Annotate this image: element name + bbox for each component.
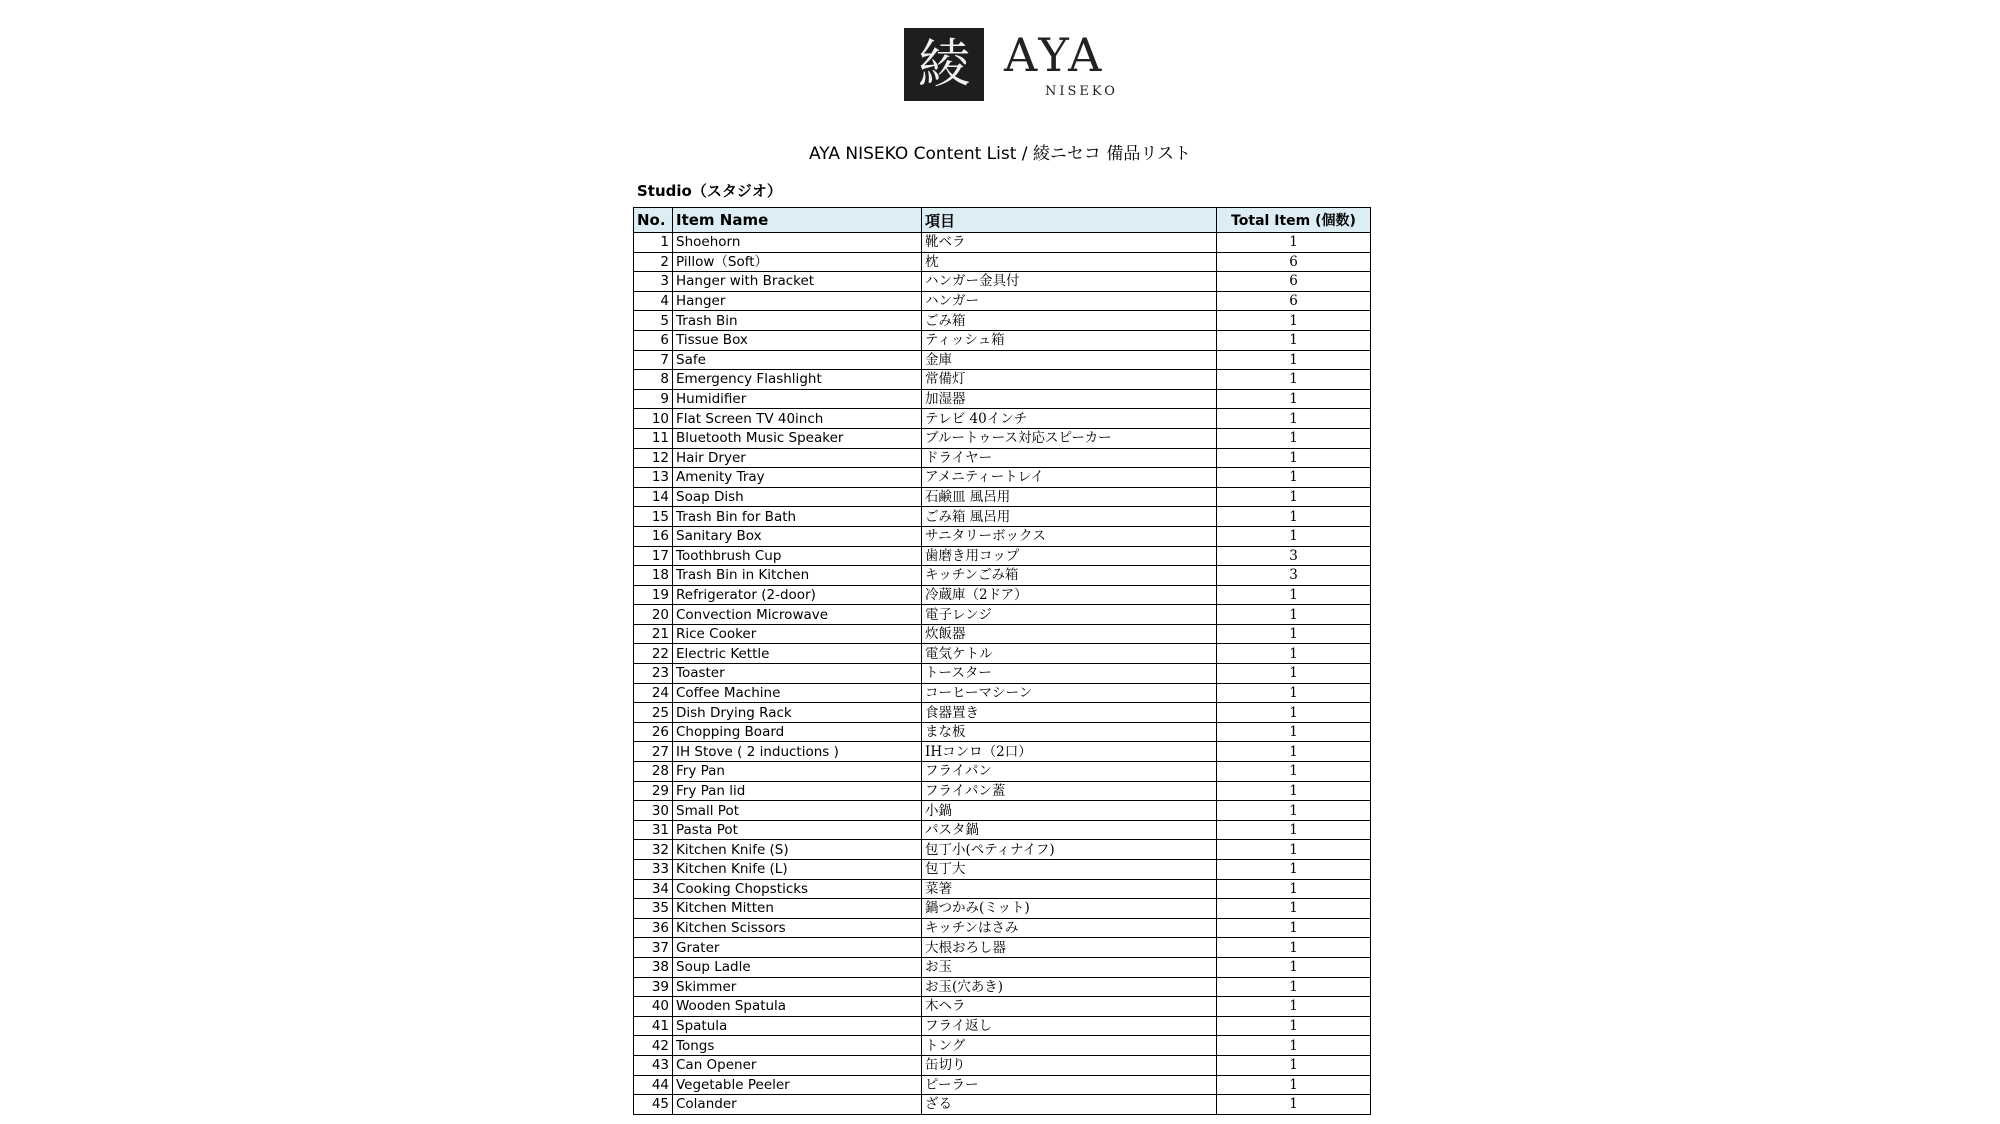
item-name: Safe xyxy=(673,350,922,370)
item-name: Skimmer xyxy=(673,977,922,997)
row-number: 7 xyxy=(634,350,673,370)
row-number: 44 xyxy=(634,1075,673,1095)
item-name-jp: ティッシュ箱 xyxy=(922,330,1217,350)
item-quantity: 3 xyxy=(1217,566,1371,586)
item-quantity: 1 xyxy=(1217,703,1371,723)
item-name: Electric Kettle xyxy=(673,644,922,664)
item-name-jp: トング xyxy=(922,1036,1217,1056)
item-name-jp: まな板 xyxy=(922,722,1217,742)
row-number: 41 xyxy=(634,1016,673,1036)
section-title: Studio（スタジオ） xyxy=(637,182,782,200)
item-quantity: 1 xyxy=(1217,487,1371,507)
logo-subtitle: NISEKO xyxy=(1045,84,1118,99)
item-name: Soup Ladle xyxy=(673,957,922,977)
item-quantity: 1 xyxy=(1217,879,1371,899)
item-name: Trash Bin in Kitchen xyxy=(673,566,922,586)
item-name: Spatula xyxy=(673,1016,922,1036)
item-name-jp: 包丁大 xyxy=(922,860,1217,880)
row-number: 23 xyxy=(634,664,673,684)
row-number: 35 xyxy=(634,899,673,919)
table-row xyxy=(634,526,1371,546)
item-name: Dish Drying Rack xyxy=(673,703,922,723)
table-row xyxy=(634,899,1371,919)
row-number: 4 xyxy=(634,291,673,311)
item-quantity: 1 xyxy=(1217,781,1371,801)
item-quantity: 1 xyxy=(1217,683,1371,703)
row-number: 25 xyxy=(634,703,673,723)
item-name: Pasta Pot xyxy=(673,820,922,840)
table-header-row xyxy=(634,208,1371,233)
table-row xyxy=(634,566,1371,586)
row-number: 31 xyxy=(634,820,673,840)
item-quantity: 1 xyxy=(1217,1016,1371,1036)
row-number: 22 xyxy=(634,644,673,664)
item-name: Hanger with Bracket xyxy=(673,272,922,292)
table-row xyxy=(634,1016,1371,1036)
item-name-jp: 歯磨き用コップ xyxy=(922,546,1217,566)
table-row xyxy=(634,938,1371,958)
item-name: Kitchen Knife (L) xyxy=(673,860,922,880)
item-name: Toothbrush Cup xyxy=(673,546,922,566)
logo-kanji-mark xyxy=(904,28,984,101)
item-name: Rice Cooker xyxy=(673,624,922,644)
row-number: 1 xyxy=(634,233,673,253)
item-name-jp: 鍋つかみ(ミット) xyxy=(922,899,1217,919)
item-name-jp: 炊飯器 xyxy=(922,624,1217,644)
item-name-jp: トースター xyxy=(922,664,1217,684)
item-name: Kitchen Scissors xyxy=(673,918,922,938)
item-quantity: 1 xyxy=(1217,664,1371,684)
item-quantity: 1 xyxy=(1217,448,1371,468)
item-quantity: 1 xyxy=(1217,468,1371,488)
row-number: 26 xyxy=(634,722,673,742)
item-quantity: 1 xyxy=(1217,820,1371,840)
item-name-jp: ごみ箱 xyxy=(922,311,1217,331)
item-name-jp: 食器置き xyxy=(922,703,1217,723)
item-quantity: 1 xyxy=(1217,762,1371,782)
row-number: 33 xyxy=(634,860,673,880)
table-row xyxy=(634,918,1371,938)
table-row xyxy=(634,409,1371,429)
table-row xyxy=(634,1036,1371,1056)
item-name: Kitchen Mitten xyxy=(673,899,922,919)
item-name: Small Pot xyxy=(673,801,922,821)
table-row xyxy=(634,605,1371,625)
item-name-jp: IHコンロ（2口） xyxy=(922,742,1217,762)
row-number: 42 xyxy=(634,1036,673,1056)
row-number: 45 xyxy=(634,1095,673,1115)
item-name-jp: 靴ベラ xyxy=(922,233,1217,253)
table-row xyxy=(634,820,1371,840)
item-name-jp: 冷蔵庫（2ドア） xyxy=(922,585,1217,605)
row-number: 12 xyxy=(634,448,673,468)
item-name: Flat Screen TV 40inch xyxy=(673,409,922,429)
item-name-jp: フライパン xyxy=(922,762,1217,782)
header-total-item: Total Item (個数) xyxy=(1217,208,1371,233)
table-row xyxy=(634,546,1371,566)
item-quantity: 1 xyxy=(1217,742,1371,762)
item-quantity: 3 xyxy=(1217,546,1371,566)
item-quantity: 1 xyxy=(1217,330,1371,350)
item-name-jp: ドライヤー xyxy=(922,448,1217,468)
table-row xyxy=(634,664,1371,684)
row-number: 20 xyxy=(634,605,673,625)
aya-niseko-logo xyxy=(904,28,1118,101)
item-quantity: 1 xyxy=(1217,624,1371,644)
item-name-jp: ざる xyxy=(922,1095,1217,1115)
item-quantity: 1 xyxy=(1217,801,1371,821)
table-row xyxy=(634,468,1371,488)
item-name: Coffee Machine xyxy=(673,683,922,703)
table-row xyxy=(634,311,1371,331)
row-number: 2 xyxy=(634,252,673,272)
table-row xyxy=(634,762,1371,782)
item-quantity: 1 xyxy=(1217,977,1371,997)
item-quantity: 1 xyxy=(1217,311,1371,331)
item-name: Wooden Spatula xyxy=(673,997,922,1017)
table-row xyxy=(634,1075,1371,1095)
item-name: Trash Bin xyxy=(673,311,922,331)
item-quantity: 1 xyxy=(1217,918,1371,938)
item-name: Emergency Flashlight xyxy=(673,370,922,390)
row-number: 32 xyxy=(634,840,673,860)
row-number: 18 xyxy=(634,566,673,586)
table-row xyxy=(634,291,1371,311)
table-row xyxy=(634,722,1371,742)
item-name-jp: ハンガー金具付 xyxy=(922,272,1217,292)
item-name: Sanitary Box xyxy=(673,526,922,546)
item-name: Pillow（Soft） xyxy=(673,252,922,272)
table-row xyxy=(634,252,1371,272)
table-row xyxy=(634,683,1371,703)
header-item-jp: 項目 xyxy=(922,208,1217,233)
item-name: Humidifier xyxy=(673,389,922,409)
item-name-jp: 加湿器 xyxy=(922,389,1217,409)
item-name: Convection Microwave xyxy=(673,605,922,625)
item-name: Fry Pan xyxy=(673,762,922,782)
item-quantity: 6 xyxy=(1217,272,1371,292)
item-quantity: 1 xyxy=(1217,1075,1371,1095)
item-name: Soap Dish xyxy=(673,487,922,507)
table-row xyxy=(634,977,1371,997)
row-number: 36 xyxy=(634,918,673,938)
table-row xyxy=(634,487,1371,507)
row-number: 40 xyxy=(634,997,673,1017)
row-number: 21 xyxy=(634,624,673,644)
row-number: 27 xyxy=(634,742,673,762)
logo-name: AYA xyxy=(1004,28,1105,82)
item-name: IH Stove ( 2 inductions ) xyxy=(673,742,922,762)
table-row xyxy=(634,370,1371,390)
table-row xyxy=(634,507,1371,527)
table-row xyxy=(634,742,1371,762)
row-number: 17 xyxy=(634,546,673,566)
table-row xyxy=(634,997,1371,1017)
item-name-jp: 枕 xyxy=(922,252,1217,272)
row-number: 9 xyxy=(634,389,673,409)
item-name-jp: サニタリーボックス xyxy=(922,526,1217,546)
table-row xyxy=(634,1095,1371,1115)
item-quantity: 1 xyxy=(1217,1055,1371,1075)
item-name: Bluetooth Music Speaker xyxy=(673,428,922,448)
logo-kanji: 綾 xyxy=(917,34,970,95)
item-name: Trash Bin for Bath xyxy=(673,507,922,527)
table-row xyxy=(634,957,1371,977)
row-number: 10 xyxy=(634,409,673,429)
item-quantity: 1 xyxy=(1217,605,1371,625)
table-body xyxy=(634,233,1371,1115)
row-number: 29 xyxy=(634,781,673,801)
item-name: Hair Dryer xyxy=(673,448,922,468)
item-name: Colander xyxy=(673,1095,922,1115)
table-row xyxy=(634,448,1371,468)
row-number: 43 xyxy=(634,1055,673,1075)
item-name-jp: 包丁小(ペティナイフ) xyxy=(922,840,1217,860)
item-quantity: 1 xyxy=(1217,233,1371,253)
item-name-jp: ハンガー xyxy=(922,291,1217,311)
row-number: 11 xyxy=(634,428,673,448)
item-name: Fry Pan lid xyxy=(673,781,922,801)
item-name-jp: 電気ケトル xyxy=(922,644,1217,664)
item-name-jp: 大根おろし器 xyxy=(922,938,1217,958)
item-quantity: 1 xyxy=(1217,1036,1371,1056)
row-number: 37 xyxy=(634,938,673,958)
item-name: Can Opener xyxy=(673,1055,922,1075)
item-name-jp: キッチンごみ箱 xyxy=(922,566,1217,586)
table-row xyxy=(634,585,1371,605)
item-name-jp: パスタ鍋 xyxy=(922,820,1217,840)
item-name-jp: 常備灯 xyxy=(922,370,1217,390)
item-quantity: 6 xyxy=(1217,252,1371,272)
row-number: 30 xyxy=(634,801,673,821)
item-quantity: 1 xyxy=(1217,840,1371,860)
row-number: 16 xyxy=(634,526,673,546)
row-number: 6 xyxy=(634,330,673,350)
item-name-jp: テレビ 40インチ xyxy=(922,409,1217,429)
table-row xyxy=(634,272,1371,292)
item-quantity: 1 xyxy=(1217,507,1371,527)
row-number: 28 xyxy=(634,762,673,782)
row-number: 15 xyxy=(634,507,673,527)
item-quantity: 1 xyxy=(1217,997,1371,1017)
row-number: 24 xyxy=(634,683,673,703)
item-name-jp: フライ返し xyxy=(922,1016,1217,1036)
item-name: Tongs xyxy=(673,1036,922,1056)
item-quantity: 1 xyxy=(1217,350,1371,370)
item-name: Hanger xyxy=(673,291,922,311)
table-row xyxy=(634,801,1371,821)
item-name-jp: ごみ箱 風呂用 xyxy=(922,507,1217,527)
item-quantity: 1 xyxy=(1217,389,1371,409)
row-number: 5 xyxy=(634,311,673,331)
table-row xyxy=(634,350,1371,370)
item-name: Toaster xyxy=(673,664,922,684)
table-row xyxy=(634,781,1371,801)
item-name-jp: お玉(穴あき) xyxy=(922,977,1217,997)
item-quantity: 1 xyxy=(1217,428,1371,448)
table-row xyxy=(634,1055,1371,1075)
item-name: Chopping Board xyxy=(673,722,922,742)
item-name: Refrigerator (2-door) xyxy=(673,585,922,605)
table-row xyxy=(634,644,1371,664)
row-number: 8 xyxy=(634,370,673,390)
item-quantity: 1 xyxy=(1217,938,1371,958)
table-row xyxy=(634,840,1371,860)
row-number: 34 xyxy=(634,879,673,899)
item-quantity: 1 xyxy=(1217,585,1371,605)
item-quantity: 1 xyxy=(1217,409,1371,429)
item-name-jp: コーヒーマシーン xyxy=(922,683,1217,703)
item-name: Amenity Tray xyxy=(673,468,922,488)
row-number: 38 xyxy=(634,957,673,977)
row-number: 39 xyxy=(634,977,673,997)
table-row xyxy=(634,860,1371,880)
item-name-jp: ピーラー xyxy=(922,1075,1217,1095)
table-row xyxy=(634,389,1371,409)
table-row xyxy=(634,624,1371,644)
item-name-jp: 石鹸皿 風呂用 xyxy=(922,487,1217,507)
item-name-jp: 電子レンジ xyxy=(922,605,1217,625)
item-name: Shoehorn xyxy=(673,233,922,253)
item-name: Cooking Chopsticks xyxy=(673,879,922,899)
item-name-jp: 小鍋 xyxy=(922,801,1217,821)
header-item-name: Item Name xyxy=(673,208,922,233)
item-quantity: 1 xyxy=(1217,644,1371,664)
row-number: 3 xyxy=(634,272,673,292)
item-name-jp: 木ヘラ xyxy=(922,997,1217,1017)
row-number: 14 xyxy=(634,487,673,507)
item-quantity: 1 xyxy=(1217,957,1371,977)
item-name-jp: ブルートゥース対応スピーカー xyxy=(922,428,1217,448)
table-row xyxy=(634,879,1371,899)
item-name: Vegetable Peeler xyxy=(673,1075,922,1095)
item-quantity: 1 xyxy=(1217,1095,1371,1115)
item-name-jp: 缶切り xyxy=(922,1055,1217,1075)
item-name-jp: フライパン蓋 xyxy=(922,781,1217,801)
document-title: AYA NISEKO Content List / 綾ニセコ 備品リスト xyxy=(808,144,1191,164)
item-name-jp: キッチンはさみ xyxy=(922,918,1217,938)
table-row xyxy=(634,703,1371,723)
item-name-jp: アメニティートレイ xyxy=(922,468,1217,488)
item-name: Tissue Box xyxy=(673,330,922,350)
item-quantity: 1 xyxy=(1217,899,1371,919)
item-quantity: 1 xyxy=(1217,526,1371,546)
item-name: Grater xyxy=(673,938,922,958)
item-quantity: 1 xyxy=(1217,722,1371,742)
item-quantity: 6 xyxy=(1217,291,1371,311)
table-row xyxy=(634,428,1371,448)
item-name: Kitchen Knife (S) xyxy=(673,840,922,860)
item-quantity: 1 xyxy=(1217,860,1371,880)
item-name-jp: 菜箸 xyxy=(922,879,1217,899)
item-name-jp: 金庫 xyxy=(922,350,1217,370)
table-row xyxy=(634,233,1371,253)
item-name-jp: お玉 xyxy=(922,957,1217,977)
table-row xyxy=(634,330,1371,350)
header-no: No. xyxy=(634,208,673,233)
row-number: 13 xyxy=(634,468,673,488)
content-list-table xyxy=(633,207,1371,1115)
item-quantity: 1 xyxy=(1217,370,1371,390)
row-number: 19 xyxy=(634,585,673,605)
